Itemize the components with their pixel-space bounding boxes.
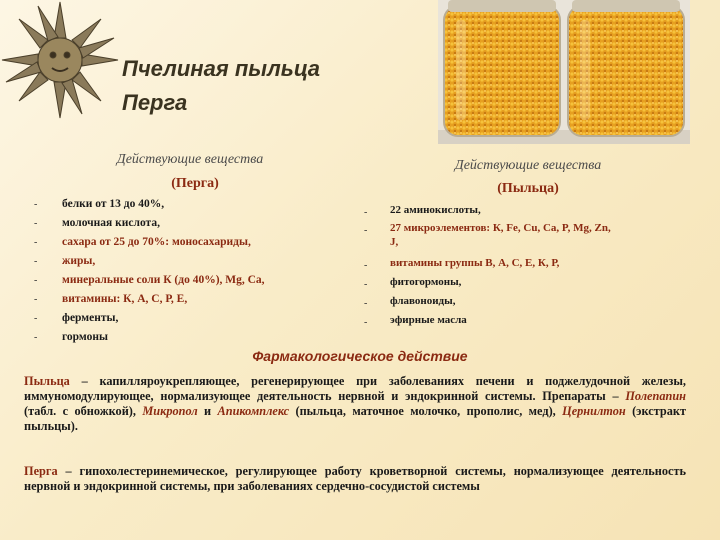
list-item: флавоноиды, (390, 295, 456, 307)
perga-term: Перга (24, 464, 58, 478)
perga-action-text: – гипохолестеринемическое, регулирующее работу кроветворной системы, нормализующее деятельность нервной и эндокринной системы, при заболеваниях сердечно-сосудистой системы (24, 464, 686, 493)
perga-header: Действующие вещества (116, 152, 264, 167)
bullet-dash: - (34, 332, 38, 343)
pollen-action-text-2: (табл. с обножкой), (24, 404, 143, 418)
pollen-action-text-1: – капилляроукрепляющее, регенерирующее при заболеваниях печени и поджелудочной железы, иммуномодулирующее, нормализующее деятельность нервной и эндокринной системы. Препараты – (24, 374, 686, 403)
list-item: фитогормоны, (390, 276, 462, 288)
list-item: эфирные масла (390, 314, 467, 326)
bullet-dash: - (34, 237, 38, 248)
bullet-dash: - (34, 199, 38, 210)
list-item: 27 микроэлементов: К, Fe, Cu, Ca, P, Mg, Zn, (390, 222, 611, 234)
drug-mikropol: Микропол (142, 404, 198, 418)
list-item: витамины: К, А, С, Р, Е, (62, 293, 188, 305)
pollen-action-text-5: (экстракт пыльцы). (24, 404, 687, 433)
pollen-action-text-4: (пыльца, маточное молочко, прополис, мед), (289, 404, 563, 418)
pollen-action-paragraph (24, 374, 686, 434)
list-item: жиры, (62, 255, 96, 267)
pollen-subheader: (Пыльца) (497, 181, 559, 196)
slide-title-line1: Пчелиная пыльца (122, 56, 320, 81)
bullet-dash: - (34, 313, 38, 324)
list-item: минеральные соли К (до 40%), Mg, Ca, (62, 274, 265, 286)
list-item: 22 аминокислоты, (390, 204, 481, 216)
list-item: J, (390, 236, 399, 248)
bullet-dash: - (34, 294, 38, 305)
bullet-dash: - (364, 317, 368, 328)
pollen-term: Пыльца (24, 374, 70, 388)
perga-action-paragraph (24, 464, 686, 494)
sun-logo-icon (0, 0, 125, 125)
list-item: ферменты, (62, 312, 119, 324)
list-item: гормоны (62, 331, 108, 343)
bullet-dash: - (364, 260, 368, 271)
list-item: белки от 13 до 40%, (62, 198, 165, 210)
list-item: витамины группы В, А, С, Е, К, Р, (390, 257, 560, 269)
bullet-dash: - (364, 225, 368, 236)
bullet-dash: - (364, 279, 368, 290)
list-item: молочная кислота, (62, 217, 160, 229)
pollen-jars-photo (438, 0, 690, 144)
drug-cerniltone: Цернилтон (562, 404, 626, 418)
pollen-action-text-3: и (197, 404, 218, 418)
perga-subheader: (Перга) (171, 176, 219, 191)
bullet-dash: - (34, 256, 38, 267)
bullet-dash: - (364, 298, 368, 309)
bullet-dash: - (34, 218, 38, 229)
bullet-dash: - (364, 207, 368, 218)
drug-polenapin: Полenапин (625, 389, 686, 403)
bullet-dash: - (34, 275, 38, 286)
pollen-header: Действующие вещества (454, 158, 602, 173)
slide-title-line2: Перга (122, 90, 188, 115)
list-item: сахара от 25 до 70%: моносахариды, (62, 236, 251, 248)
drug-apikompleks: Апикомплекс (217, 404, 290, 418)
pharm-action-title: Фармакологическое действие (252, 348, 468, 364)
